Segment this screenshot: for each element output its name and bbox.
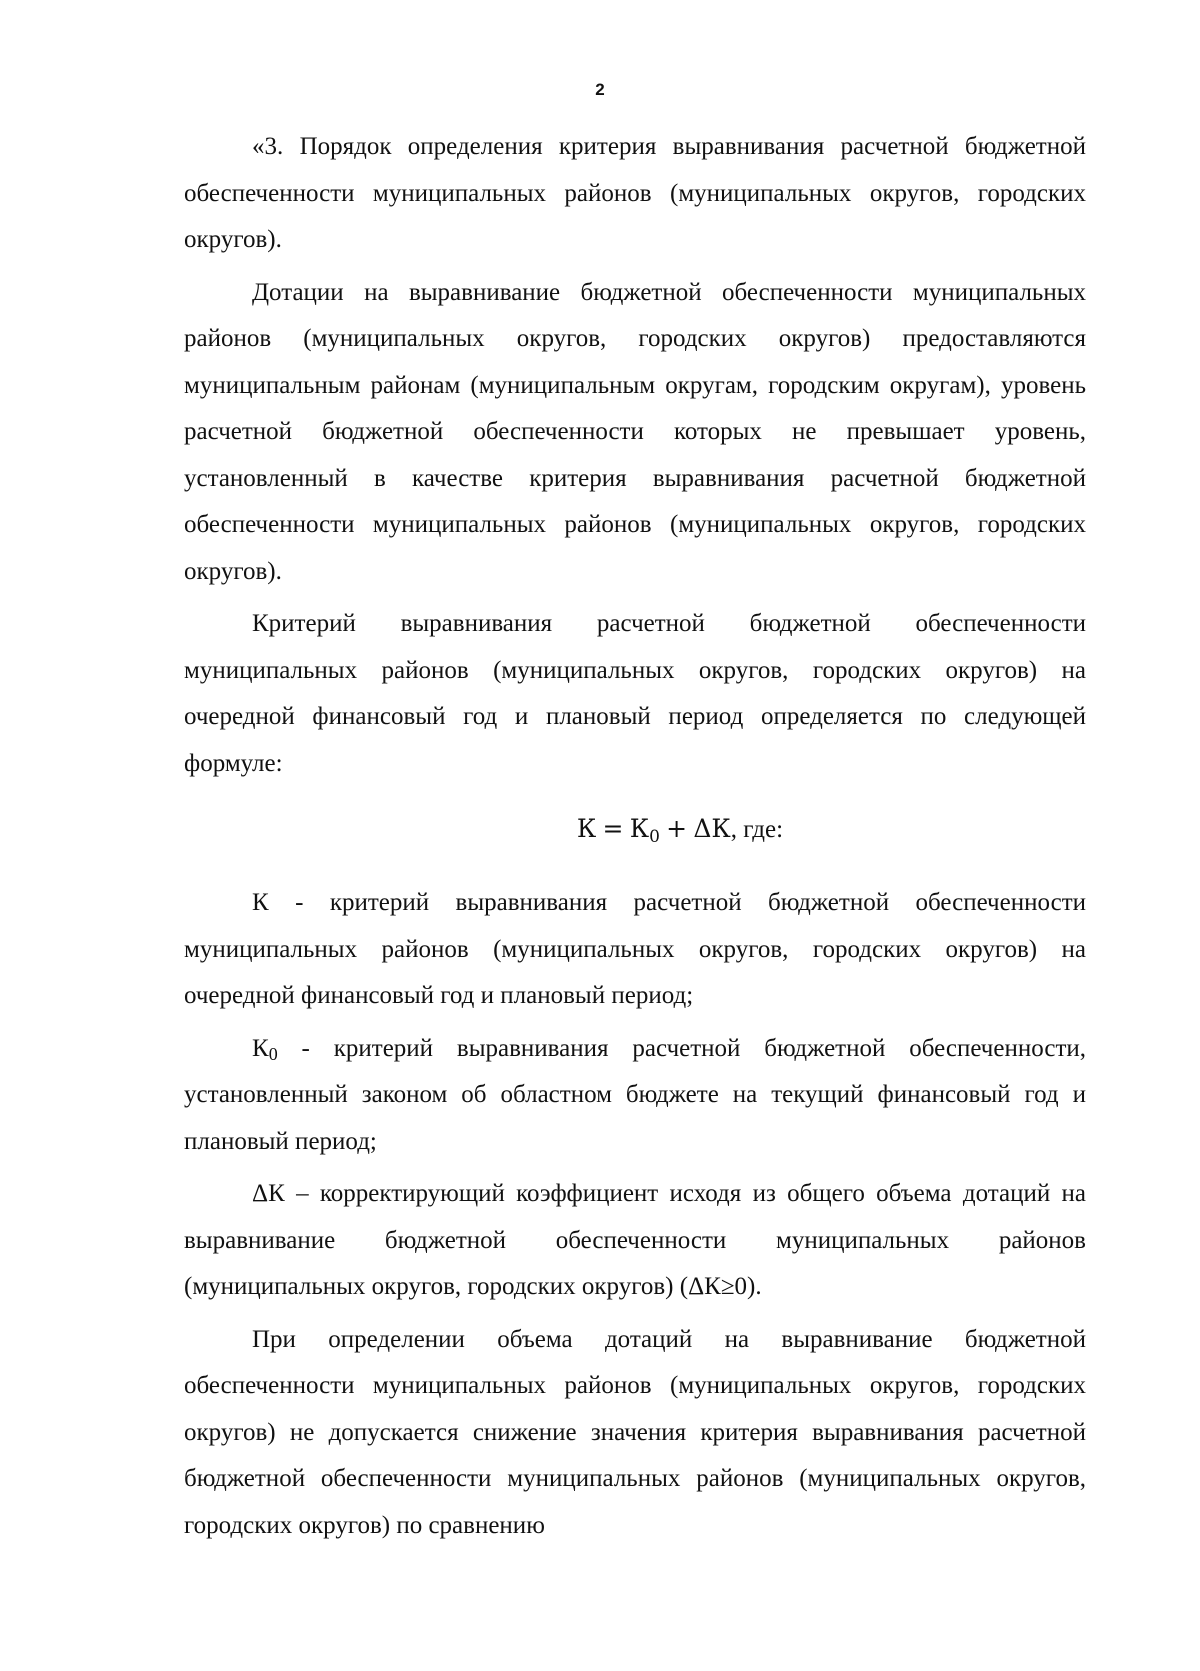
definition-symbol	[252, 1035, 278, 1062]
definition-delta-k	[184, 1171, 1086, 1311]
page-number: 2	[595, 80, 605, 99]
definition-symbol-sub: 0	[268, 1043, 278, 1064]
definition-symbol	[252, 889, 269, 916]
formula-suffix: , где:	[730, 816, 784, 843]
formula-plus: +	[666, 814, 688, 843]
formula-k0-sub: 0	[649, 827, 660, 847]
definition-symbol-base: ΔК	[252, 1180, 285, 1207]
section-heading-paragraph: «3. Порядок определения критерия выравнивания расчетной бюджетной обеспеченности муниципальных районов (муниципальных округов, городских округов).	[184, 133, 1086, 253]
definition-k	[184, 880, 1086, 1020]
definition-text: – корректирующий коэффициент исходя из общего объема дотаций на выравнивание бюджетной обеспеченности муниципальных районов (муниципальных округов, городских округов) (ΔК≥0).	[184, 1180, 1086, 1300]
formula-delta-k: ΔК	[693, 814, 731, 843]
criterion-paragraph: Критерий выравнивания расчетной бюджетной обеспеченности муниципальных районов (муниципальных округов, городских округов) на очередной финансовый год и плановый период определяется по следующей формуле:	[184, 610, 1086, 777]
formula-lhs: К	[576, 814, 597, 843]
definition-symbol-base: К	[252, 1034, 269, 1062]
definition-text: - критерий выравнивания расчетной бюджетной обеспеченности муниципальных районов (муниципальных округов, городских округов) на очередной финансовый год и плановый период;	[184, 889, 1086, 1009]
formula-equals: =	[602, 814, 624, 843]
formula	[184, 809, 1086, 850]
definition-text: - критерий выравнивания расчетной бюджетной обеспеченности, установленный законом об областном бюджете на текущий финансовый год и плановый период;	[184, 1034, 1086, 1155]
definition-symbol	[252, 1180, 285, 1207]
subsidy-paragraph: Дотации на выравнивание бюджетной обеспеченности муниципальных районов (муниципальных округов, городских округов) предоставляются муниципальным районам (муниципальным округам, городским округам), уровень расчетной бюджетной обеспеченности которых не превышает уровень, установленный в качестве критерия выравнивания расчетной бюджетной обеспеченности муниципальных районов (муниципальных округов, городских округов).	[184, 278, 1086, 585]
document-body	[184, 124, 1086, 1555]
definition-k0	[184, 1026, 1086, 1166]
definition-symbol-base: К	[252, 889, 269, 916]
formula-k0	[629, 814, 660, 847]
closing-paragraph: При определении объема дотаций на выравнивание бюджетной обеспеченности муниципальных районов (муниципальных округов, городских округов) не допускается снижение значения критерия выравнивания расчетной бюджетной обеспеченности муниципальных районов (муниципальных округов, городских округов) по сравнению	[184, 1325, 1086, 1539]
formula-k0-base: К	[629, 814, 650, 843]
